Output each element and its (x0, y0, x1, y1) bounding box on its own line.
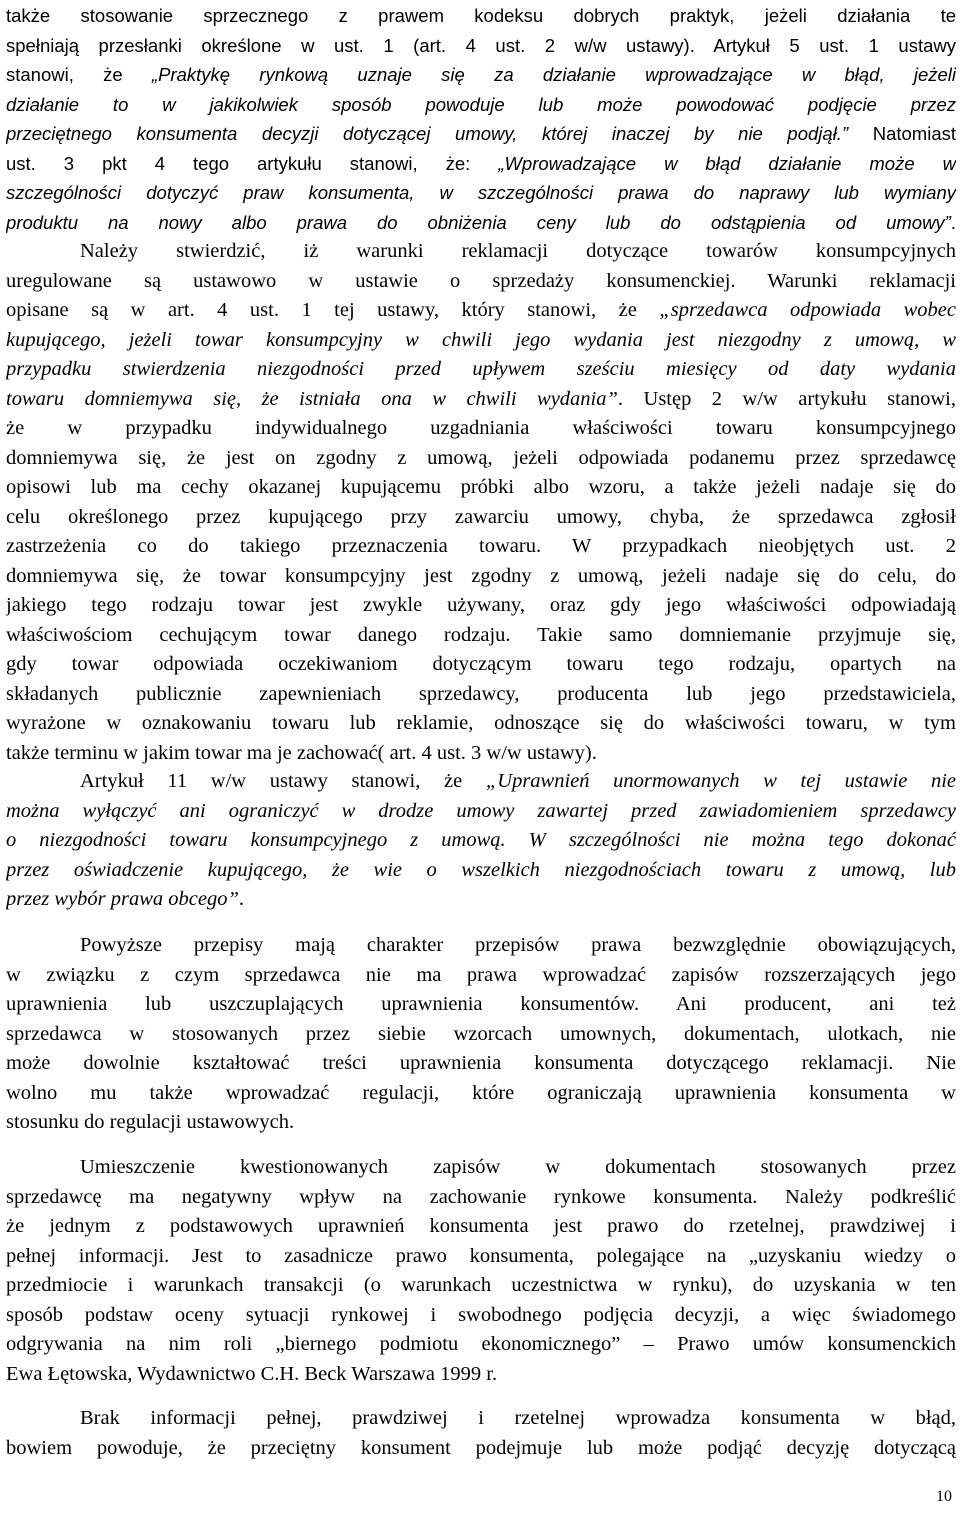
text-line (6, 856, 956, 886)
text-segment: wyrażone w oznakowaniu towaru lub reklamie, odnoszące się do właściwości towaru, w tym (6, 712, 956, 734)
italic-quote-segment: produktu na nowy albo prawa do obniżenia ceny lub do odstąpienia od umowy” (6, 211, 951, 233)
text-segment: spełniają przesłanki określone w ust. 1 (art. 4 ust. 2 w/w ustawy). Artykuł 5 ust. 1 ustawy (6, 34, 956, 56)
text-segment: wolno mu także wprowadzać regulacji, które ograniczają uprawnienia konsumenta w (6, 1081, 956, 1104)
text-segment: zastrzeżenia co do takiego przeznaczenia towaru. W przypadkach nieobjętych ust. 2 (6, 535, 956, 557)
text-line (6, 621, 956, 651)
paragraph-1 (6, 1, 956, 237)
text-segment: uregulowane są ustawowo w ustawie o sprzedaży konsumenckiej. Warunki reklamacji (6, 269, 956, 292)
text-segment: przedmiocie i warunkach transakcji (o warunkach uczestnictwa w rynku), do uzyskania w ten (6, 1274, 956, 1296)
text-segment: opisane są w art. 4 ust. 1 tej ustawy, który stanowi, że (6, 299, 660, 321)
text-line (6, 767, 956, 797)
paragraph-6 (6, 1404, 956, 1463)
text-line (6, 385, 956, 415)
paragraph-4 (6, 931, 956, 1138)
text-line (6, 1212, 956, 1242)
text-segment: pełnej informacji. Jest to zasadnicze prawo konsumenta, polegające na „uzyskaniu wiedzy o (6, 1244, 956, 1267)
text-segment: sposób podstaw oceny sytuacji rynkowej i swobodnego podjęcia decyzji, a więc świadomego (6, 1303, 956, 1326)
text-line (6, 296, 956, 326)
text-segment: że jednym z podstawowych uprawnień konsumenta jest prawo do rzetelnej, prawdziwej i (6, 1215, 956, 1237)
text-segment: stosunku do regulacji ustawowych. (6, 1111, 295, 1133)
paragraph-5 (6, 1153, 956, 1389)
text-line (6, 1330, 956, 1360)
italic-quote-segment: kupującego, jeżeli towar konsumpcyjny w chwili jego wydania jest niezgodny z umową, w (6, 328, 956, 351)
text-segment: Natomiast (848, 123, 956, 144)
text-segment: może dowolnie kształtować treści uprawnienia konsumenta dotyczącego reklamacji. Nie (6, 1052, 956, 1074)
italic-quote-segment: towaru domniemywa się, że istniała ona w chwili wydania” (6, 387, 618, 410)
text-segment: w związku z czym sprzedawca nie ma prawa wprowadzać zapisów rozszerzających jego (6, 963, 956, 986)
text-line (6, 1242, 956, 1272)
text-line (6, 650, 956, 680)
text-line (6, 990, 956, 1020)
text-line (6, 1108, 956, 1138)
text-segment: także terminu w jakim towar ma je zachować( art. 4 ust. 3 w/w ustawy). (6, 741, 597, 764)
italic-quote-segment: działanie to w jakikolwiek sposób powoduje lub może powodować podjęcie przez (6, 93, 956, 115)
italic-quote-segment: o niezgodności towaru konsumpcyjnego z umową. W szczególności nie można tego dokonać (6, 829, 956, 851)
text-segment: domniemywa się, że jest on zgodny z umową, jeżeli odpowiada podanemu przez sprzedawcę (6, 446, 956, 469)
italic-quote-segment: przypadku stwierdzenia niezgodności przed upływem sześciu miesięcy od daty wydania (6, 358, 956, 380)
text-segment: Umieszczenie kwestionowanych zapisów w dokumentach stosowanych przez (80, 1156, 956, 1178)
text-segment: celu określonego przez kupującego przy zawarciu umowy, chyba, że sprzedawca zgłosił (6, 505, 956, 528)
italic-quote-segment: „Wprowadzające w błąd działanie może w (498, 152, 956, 174)
text-line (6, 355, 956, 385)
italic-quote-segment: przeciętnego konsumenta decyzji dotyczącej umowy, której inaczej by nie podjął.” (6, 123, 849, 144)
italic-quote-segment: „Praktykę rynkową uznaje się za działanie wprowadzające w błąd, jeżeli (151, 64, 956, 85)
text-segment: . (950, 211, 956, 233)
text-segment: Ewa Łętowska, Wydawnictwo C.H. Beck Warszawa 1999 r. (6, 1362, 498, 1385)
text-line (6, 267, 956, 297)
text-line (6, 1079, 956, 1109)
text-line (6, 591, 956, 621)
text-line (6, 1020, 956, 1050)
text-line (6, 1, 956, 31)
italic-quote-segment: można wyłączyć ani ograniczyć w drodze umowy zawartej przed zawiadomieniem sprzedawcy (6, 799, 956, 822)
text-line (6, 90, 956, 120)
text-line (6, 532, 956, 562)
text-line (6, 444, 956, 474)
italic-quote-segment: przez wybór prawa obcego” (6, 888, 239, 910)
text-line (6, 31, 956, 61)
text-segment: sprzedawcę ma negatywny wpływ na zachowanie rynkowe konsumenta. Należy podkreślić (6, 1185, 956, 1208)
text-segment: . Ustęp 2 w/w artykułu stanowi, (617, 387, 956, 410)
text-line (6, 1434, 956, 1464)
text-segment: właściwościom cechującym towar danego rodzaju. Takie samo domniemanie przyjmuje się, (6, 623, 956, 646)
text-segment: stanowi, że (6, 64, 152, 85)
text-segment: gdy towar odpowiada oczekiwaniom dotyczącym towaru tego rodzaju, opartych na (6, 653, 956, 675)
text-line (6, 680, 956, 710)
text-line (6, 1301, 956, 1331)
text-segment: że w przypadku indywidualnego uzgadniania właściwości towaru konsumpcyjnego (6, 417, 956, 439)
text-line (6, 178, 956, 208)
text-line (6, 1049, 956, 1079)
text-segment: Brak informacji pełnej, prawdziwej i rzetelnej wprowadza konsumenta w błąd, (80, 1407, 956, 1429)
text-line (6, 1404, 956, 1434)
text-segment: składanych publicznie zapewnieniach sprzedawcy, producenta lub jego przedstawiciela, (6, 682, 956, 705)
text-segment: jakiego tego rodzaju towar jest zwykle używany, oraz gdy jego właściwości odpowiadają (6, 594, 956, 616)
paragraph-3 (6, 767, 956, 915)
italic-quote-segment: „sprzedawca odpowiada wobec (659, 299, 956, 321)
text-segment: bowiem powoduje, że przeciętny konsument podejmuje lub może podjąć decyzję dotyczącą (6, 1436, 956, 1459)
text-segment: uprawnienia lub uszczuplających uprawnienia konsumentów. Ani producent, ani też (6, 993, 956, 1015)
text-line (6, 931, 956, 961)
text-line (6, 503, 956, 533)
italic-quote-segment: przez oświadczenie kupującego, że wie o wszelkich niezgodnościach towaru z umową, lub (6, 858, 956, 881)
text-line (6, 119, 956, 149)
text-line (6, 885, 956, 915)
text-line (6, 1271, 956, 1301)
page-number: 10 (936, 1488, 952, 1505)
text-line (6, 326, 956, 356)
text-line (6, 709, 956, 739)
text-line (6, 473, 956, 503)
text-line (6, 414, 956, 444)
text-segment: sprzedawca w stosowanych przez siebie wzorcach umownych, dokumentach, ulotkach, nie (6, 1022, 956, 1045)
text-segment: domniemywa się, że towar konsumpcyjny jest zgodny z umową, jeżeli nadaje się do celu, do (6, 564, 956, 587)
text-segment: . (238, 888, 245, 910)
text-segment: Artykuł 11 w/w ustawy stanowi, że (80, 770, 486, 792)
text-segment: Powyższe przepisy mają charakter przepisów prawa bezwzględnie obowiązujących, (80, 934, 956, 956)
text-segment: także stosowanie sprzecznego z prawem kodeksu dobrych praktyk, jeżeli działania te (6, 5, 956, 26)
paragraph-2 (6, 237, 956, 768)
text-segment: ust. 3 pkt 4 tego artykułu stanowi, że: (6, 152, 499, 174)
text-line (6, 961, 956, 991)
text-line (6, 797, 956, 827)
text-line (6, 1360, 956, 1390)
text-line (6, 149, 956, 179)
text-line (6, 562, 956, 592)
text-line (6, 826, 956, 856)
text-line (6, 1183, 956, 1213)
text-line (6, 60, 956, 90)
text-line (6, 237, 956, 267)
text-segment: Należy stwierdzić, iż warunki reklamacji dotyczące towarów konsumpcyjnych (80, 240, 956, 262)
text-segment: opisowi lub ma cechy okazanej kupującemu próbki albo wzoru, a także jeżeli nadaje się do (6, 476, 956, 498)
text-line (6, 739, 956, 769)
text-segment: odgrywania na nim roli „biernego podmiotu ekonomicznego” – Prawo umów konsumenckich (6, 1333, 956, 1355)
text-line (6, 208, 956, 238)
text-line (6, 1153, 956, 1183)
italic-quote-segment: szczególności dotyczyć praw konsumenta, w szczególności prawa do naprawy lub wymiany (6, 182, 956, 203)
italic-quote-segment: „Uprawnień unormowanych w tej ustawie nie (485, 770, 956, 792)
